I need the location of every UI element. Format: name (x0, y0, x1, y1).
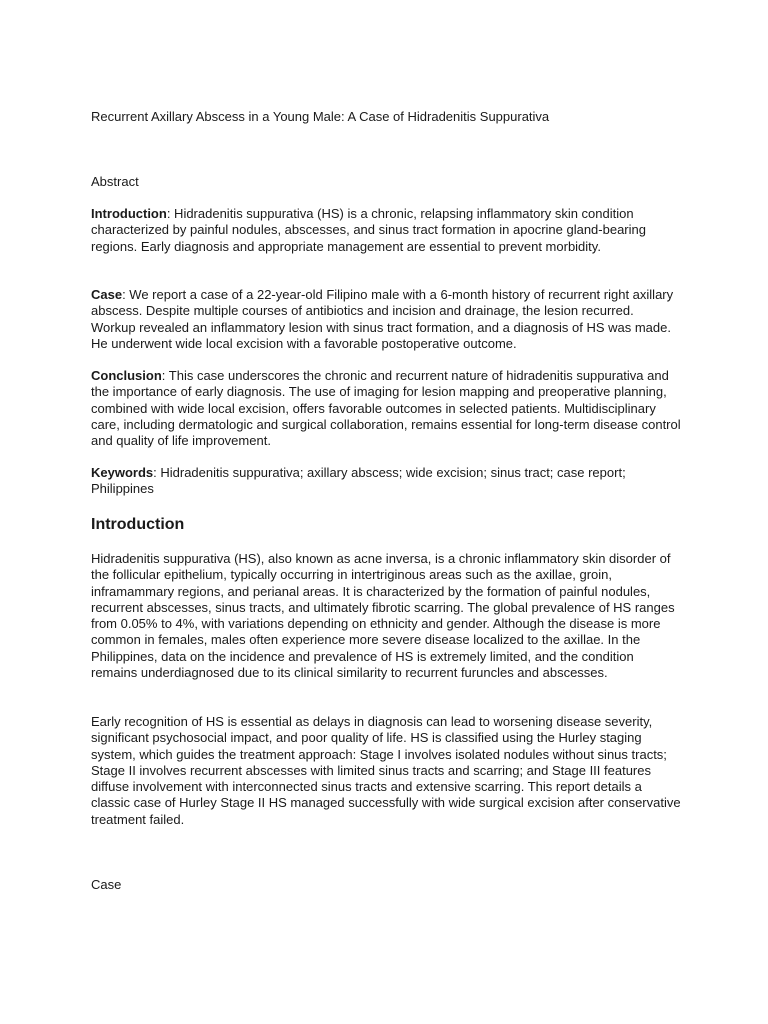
case-heading: Case (91, 877, 122, 892)
keywords-text: : Hidradenitis suppurativa; axillary abscess; wide excision; sinus tract; case report; Philippines (91, 465, 626, 497)
abstract-case (91, 287, 681, 352)
abstract-introduction-label: Introduction (91, 206, 167, 221)
introduction-paragraph-1: Hidradenitis suppurativa (HS), also known as acne inversa, is a chronic inflammatory skin disorder of the follicular epithelium, typically occurring in intertriginous areas such as the axillae, groin, inframammary regions, and perianal areas. It is characterized by the formation of painful nodules, recurrent abscesses, sinus tracts, and ultimately fibrotic scarring. The global prevalence of HS ranges from 0.05% to 4%, with variations depending on ethnicity and gender. Although the disease is more common in females, males often experience more severe disease localized to the axillae. In the Philippines, data on the incidence and prevalence of HS is extremely limited, and the condition remains underdiagnosed due to its clinical similarity to recurrent furuncles and abscesses. (91, 551, 675, 681)
abstract-case-label: Case (91, 287, 123, 302)
abstract-conclusion-text: : This case underscores the chronic and recurrent nature of hidradenitis suppurativa and the importance of early diagnosis. The use of imaging for lesion mapping and preoperative planning, combined with wide local excision, offers favorable outcomes in selected patients. Multidisciplinary care, including dermatologic and surgical collaboration, remains essential for long-term disease control and quality of life improvement. (91, 368, 681, 449)
keywords-label: Keywords (91, 465, 154, 480)
abstract-case-text: : We report a case of a 22-year-old Filipino male with a 6-month history of recurrent right axillary abscess. Despite multiple courses of antibiotics and incision and drainage, the lesion recurred. Workup revealed an inflammatory lesion with sinus tract formation, and a diagnosis of HS was made. He underwent wide local excision with a favorable postoperative outcome. (91, 287, 674, 351)
abstract-conclusion (91, 368, 681, 449)
abstract-introduction-text: : Hidradenitis suppurativa (HS) is a chronic, relapsing inflammatory skin condition characterized by painful nodules, abscesses, and sinus tract formation in apocrine gland-bearing regions. Early diagnosis and appropriate management are essential to prevent morbidity. (91, 206, 646, 254)
abstract-keywords (91, 465, 681, 498)
document-title: Recurrent Axillary Abscess in a Young Male: A Case of Hidradenitis Suppurativa (91, 109, 550, 124)
abstract-introduction (91, 206, 681, 255)
introduction-paragraph-2: Early recognition of HS is essential as delays in diagnosis can lead to worsening disease severity, significant psychosocial impact, and poor quality of life. HS is classified using the Hurley staging system, which guides the treatment approach: Stage I involves isolated nodules without sinus tracts; Stage II involves recurrent abscesses with limited sinus tracts and scarring; and Stage III features diffuse involvement with interconnected sinus tracts and extensive scarring. This report details a classic case of Hurley Stage II HS managed successfully with wide surgical excision after conservative treatment failed. (91, 714, 681, 827)
abstract-conclusion-label: Conclusion (91, 368, 162, 383)
introduction-heading: Introduction (91, 516, 185, 533)
abstract-label: Abstract (91, 174, 139, 189)
